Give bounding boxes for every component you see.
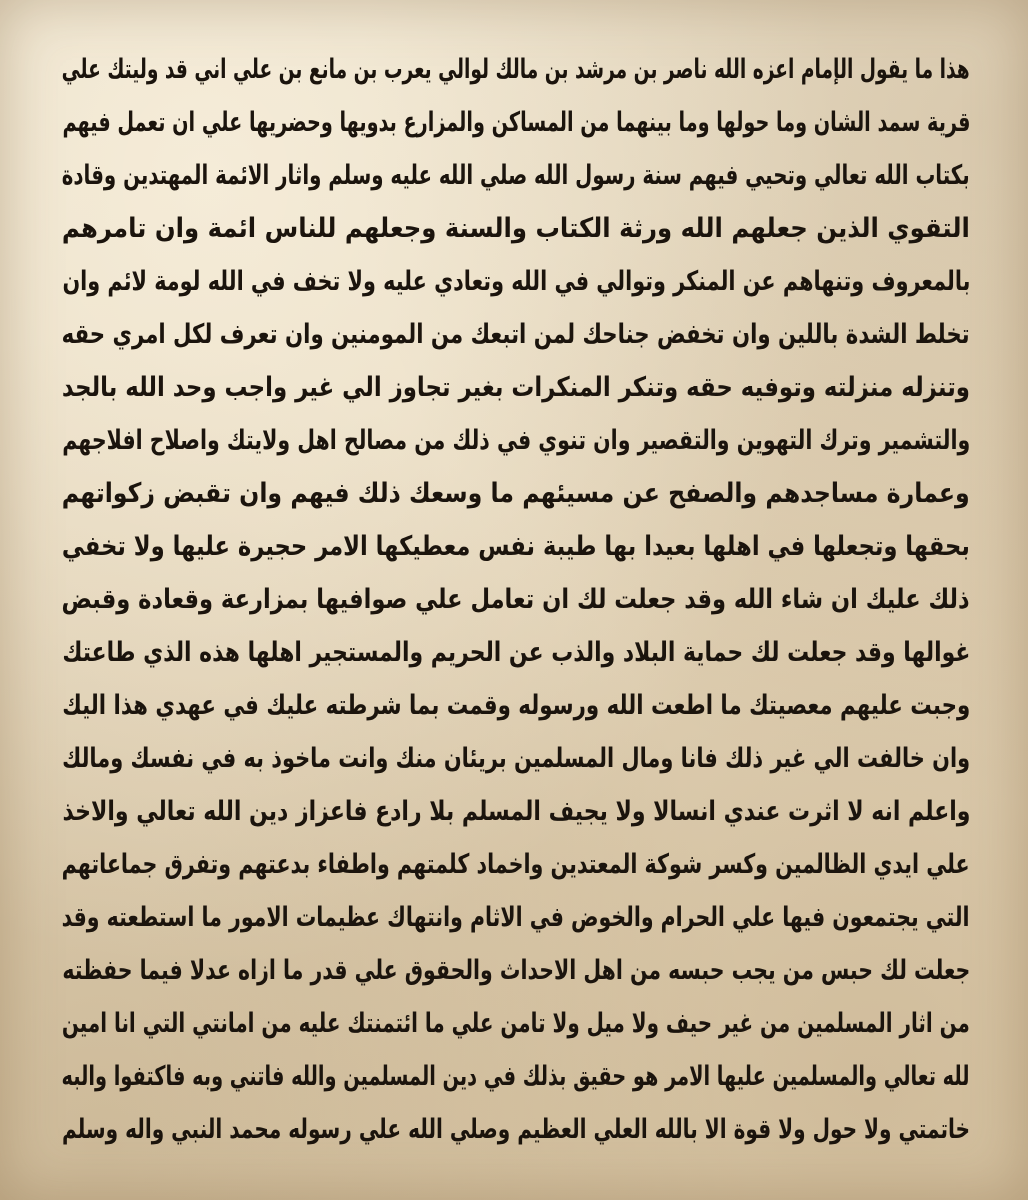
manuscript-line-14: وان خالفت الي غير ذلك فانا ومال المسلمين بريئان منك وانت ماخوذ به في نفسك ومالك — [61, 743, 970, 774]
manuscript-line-7: وتنزله منزلته وتوفيه حقه وتنكر المنكرات بغير تجاوز الي غير واجب وحد الله بالجد — [61, 372, 970, 403]
manuscript-line-13: وجبت عليهم معصيتك ما اطعت الله ورسوله وقمت بما شرطته عليك في عهدي هذا اليك — [62, 690, 970, 721]
manuscript-line-21: خاتمتي ولا حول ولا قوة الا بالله العلي العظيم وصلي الله علي رسوله محمد النبي واله وسلم — [61, 1114, 970, 1145]
manuscript-line-4: التقوي الذين جعلهم الله ورثة الكتاب والسنة وجعلهم للناس ائمة وان تامرهم — [62, 213, 970, 244]
manuscript-line-6: تخلط الشدة باللين وان تخفض جناحك لمن اتبعك من المومنين وان تعرف لكل امري حقه — [61, 319, 970, 350]
manuscript-line-16: علي ايدي الظالمين وكسر شوكة المعتدين واخماد كلمتهم واطفاء بدعتهم وتفرق جماعاتهم — [61, 849, 970, 880]
manuscript-line-17: التي يجتمعون فيها علي الحرام والخوض في الاثام وانتهاك عظيمات الامور ما استطعته وقد — [61, 902, 970, 933]
manuscript-line-19: من اثار المسلمين من غير حيف ولا ميل ولا تامن علي ما ائتمنتك عليه من امانتي التي انا امين — [61, 1008, 970, 1039]
manuscript-line-2: قرية سمد الشان وما حولها وما بينهما من المساكن والمزارع بدويها وحضريها علي ان تعمل فيهم — [62, 107, 970, 138]
manuscript-line-10: بحقها وتجعلها في اهلها بعيدا بها طيبة نفس معطيكها الامر حجيرة عليها ولا تخفي — [62, 531, 970, 562]
manuscript-line-5: بالمعروف وتنهاهم عن المنكر وتوالي في الله وتعادي عليه ولا تخف في الله لومة لائم وان — [62, 266, 970, 297]
manuscript-line-15: واعلم انه لا اثرت عندي انسالا ولا يجيف المسلم بلا رادع فاعزاز دين الله تعالي والاخذ — [62, 796, 970, 827]
manuscript-line-8: والتشمير وترك التهوين والتقصير وان تنوي في ذلك من مصالح اهل ولايتك واصلاح افلاجهم — [61, 425, 970, 456]
manuscript-line-3: بكتاب الله تعالي وتحيي فيهم سنة رسول الله صلي الله عليه وسلم واثار الائمة المهتدين وقادة — [62, 160, 970, 191]
manuscript-line-18: جعلت لك حبس من يجب حبسه من اهل الاحداث والحقوق علي قدر ما ازاه عدلا فيما حفظته — [62, 955, 970, 986]
manuscript-line-9: وعمارة مساجدهم والصفح عن مسيئهم ما وسعك ذلك فيهم وان تقبض زكواتهم — [61, 478, 970, 509]
manuscript-line-1: هذا ما يقول الإمام اعزه الله ناصر بن مرشد بن مالك لوالي يعرب بن مانع بن علي اني قد وليتك علي — [62, 54, 970, 85]
manuscript-line-20: لله تعالي والمسلمين عليها الامر هو حقيق بذلك في دين المسلمين والله فاتني وبه فاكتفوا والبه — [62, 1061, 970, 1092]
manuscript-line-12: غوالها وقد جعلت لك حماية البلاد والذب عن الحريم والمستجير اهلها هذه الذي طاعتك — [62, 637, 970, 668]
manuscript-line-11: ذلك عليك ان شاء الله وقد جعلت لك ان تعامل علي صوافيها بمزارعة وقعادة وقبض — [61, 584, 970, 615]
manuscript-text-block — [62, 40, 970, 1160]
